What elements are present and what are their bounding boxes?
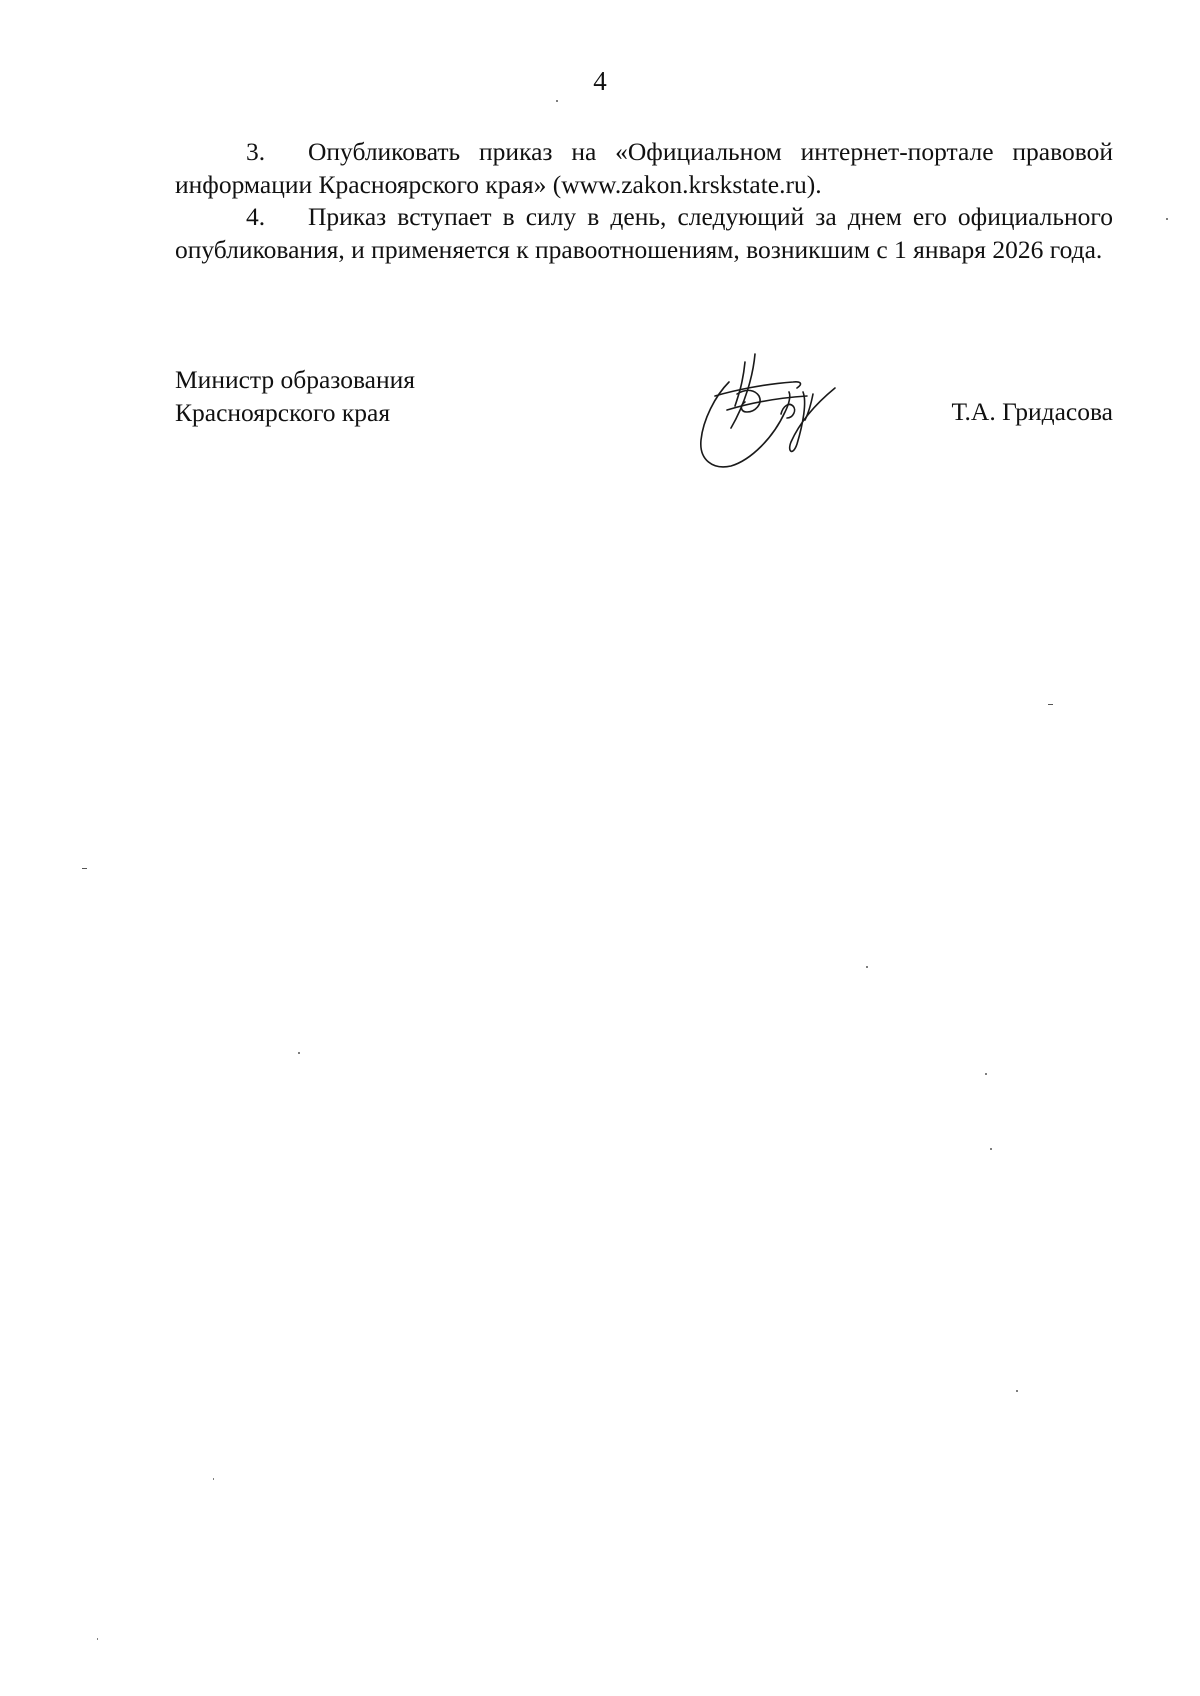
paragraph-number: 3. bbox=[246, 137, 266, 166]
scan-speck bbox=[866, 966, 868, 968]
scan-speck bbox=[97, 1638, 98, 1640]
paragraph-text: Приказ вступает в силу в день, следующий за днем его официального опубликования, и применяется к правоотношениям, возникшим с 1 января 2026 года. bbox=[175, 202, 1113, 264]
paragraph-number: 4. bbox=[246, 202, 266, 231]
scan-speck bbox=[985, 1073, 987, 1075]
scan-speck bbox=[990, 1148, 992, 1150]
scan-speck bbox=[298, 1052, 300, 1054]
scan-speck bbox=[556, 100, 558, 102]
scan-speck bbox=[1016, 1390, 1018, 1392]
paragraph-text: Опубликовать приказ на «Официальном интернет-портале правовой информации Красноярского края» (www.zakon.krskstate.ru). bbox=[175, 137, 1113, 199]
handwritten-signature bbox=[685, 348, 845, 472]
scan-speck bbox=[213, 1478, 214, 1480]
signer-title-line: Красноярского края bbox=[175, 397, 391, 427]
scan-speck bbox=[82, 868, 87, 869]
signer-name: Т.А. Гридасова bbox=[951, 397, 1113, 426]
document-body bbox=[175, 136, 1113, 266]
paragraph-3 bbox=[175, 136, 1113, 201]
signer-title-line: Министр образования bbox=[175, 365, 416, 394]
signer-title bbox=[175, 364, 415, 429]
page-number: 4 bbox=[593, 66, 607, 96]
scan-speck bbox=[1048, 704, 1053, 705]
paragraph-4 bbox=[175, 201, 1113, 266]
signature-block bbox=[175, 364, 1113, 484]
scan-speck bbox=[1166, 218, 1168, 220]
